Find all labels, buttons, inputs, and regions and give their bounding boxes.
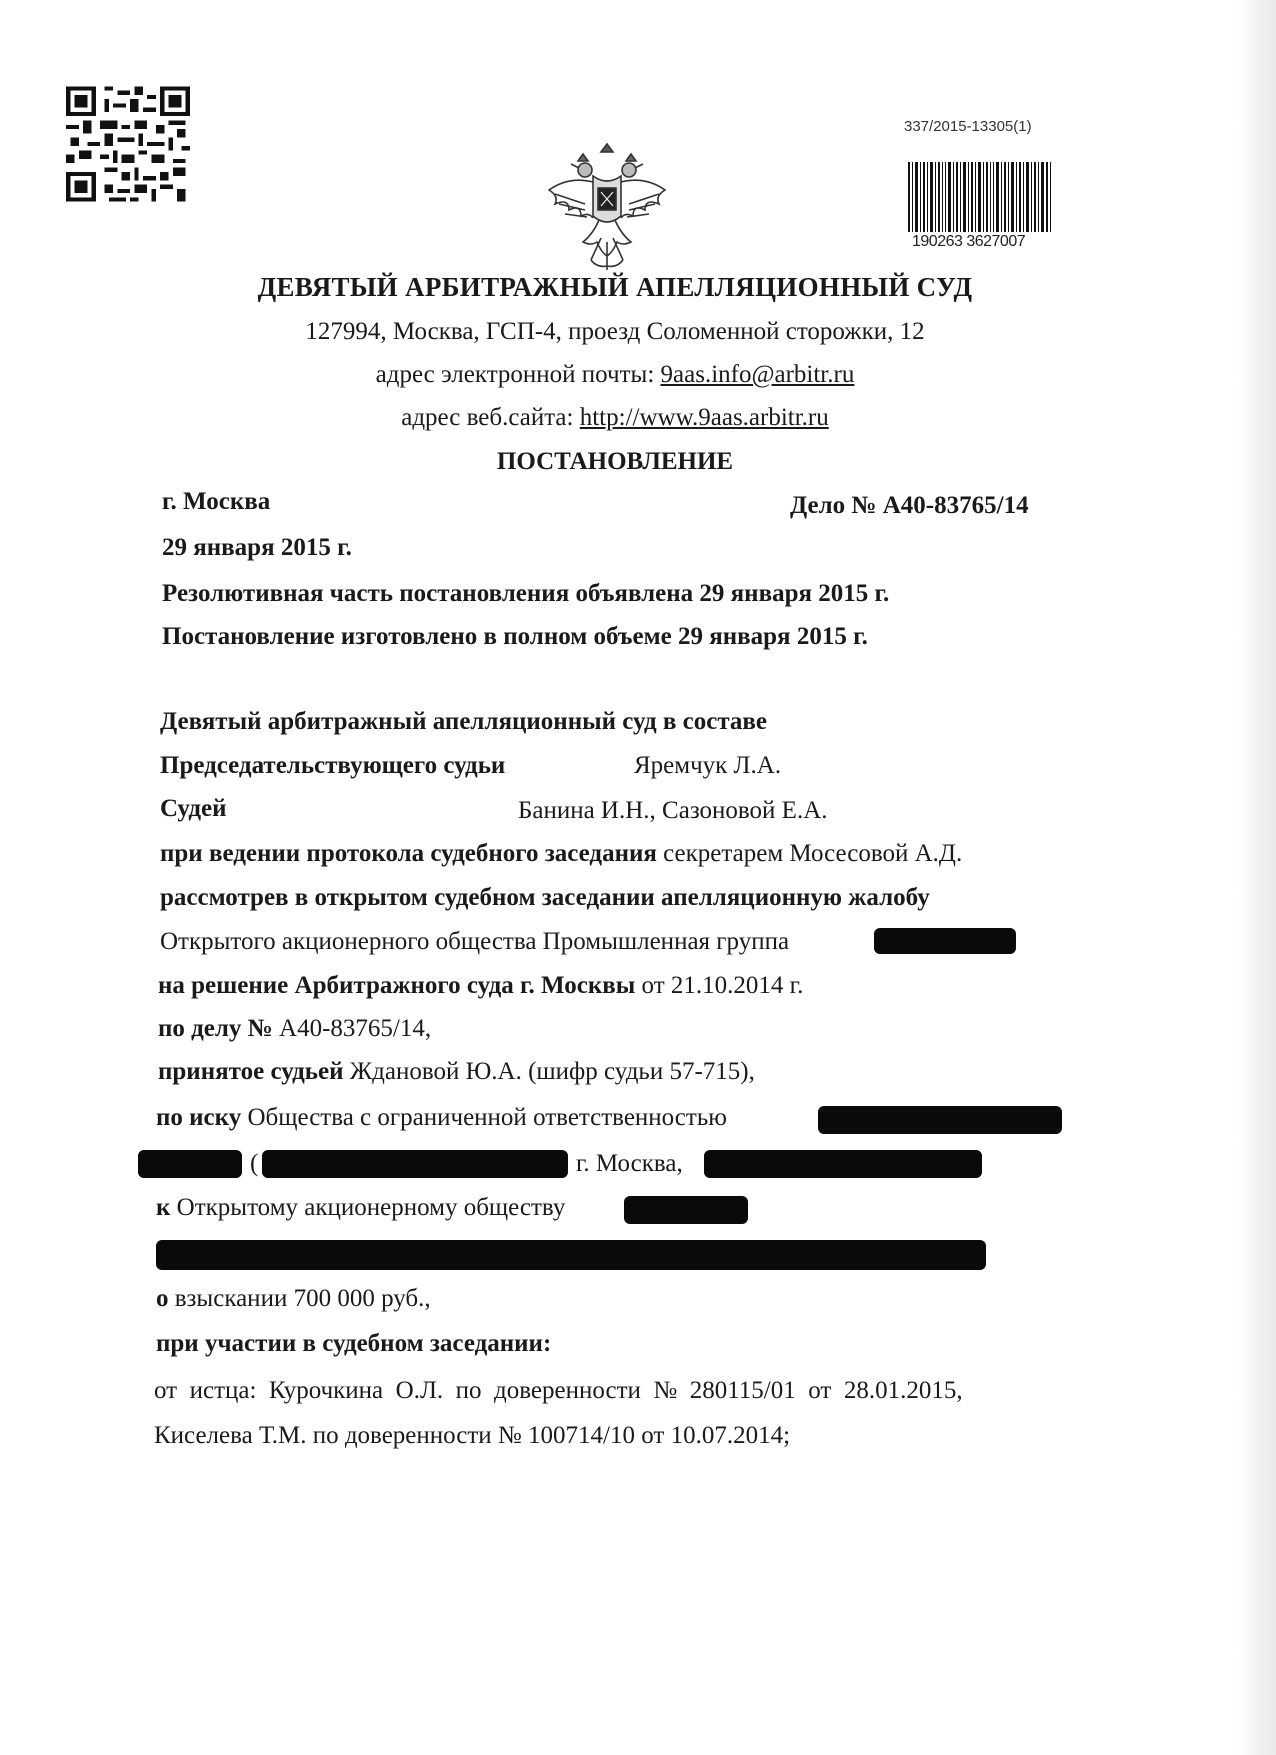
full-text-line: Постановление изготовлено в полном объеме 29 января 2015 г.	[162, 623, 868, 650]
document-title: ПОСТАНОВЛЕНИЕ	[496, 448, 734, 475]
considering-line: рассмотрев в открытом судебном заседании апелляционную жалобу	[160, 884, 930, 911]
court-email-line	[0, 361, 1230, 389]
redaction-block	[704, 1150, 982, 1178]
participation-heading: при участии в судебном заседании:	[156, 1330, 552, 1357]
open-paren: (	[250, 1150, 259, 1177]
scan-edge-shadow	[1238, 0, 1276, 1755]
coat-of-arms-emblem	[543, 138, 671, 278]
court-site-line	[0, 404, 1230, 432]
court-composition: Девятый арбитражный апелляционный суд в составе	[160, 708, 768, 735]
case-label: по делу №	[158, 1015, 273, 1042]
recovery-line	[156, 1285, 431, 1313]
plaintiff-rep-line-1: от истца: Курочкина О.Л. по доверенности № 280115/01 от 28.01.2015,	[154, 1377, 963, 1404]
barcode-number: 190263 3627007	[912, 233, 1026, 250]
site-label: адрес веб.сайта:	[401, 404, 580, 431]
judges-names: Банина И.Н., Сазоновой Е.А.	[518, 797, 828, 824]
court-address: 127994, Москва, ГСП-4, проезд Соломенной сторожки, 12	[305, 318, 925, 345]
case-value: А40-83765/14,	[272, 1015, 432, 1042]
redaction-block	[874, 928, 1016, 954]
city: г. Москва	[162, 488, 271, 515]
redaction-block	[156, 1240, 986, 1270]
protocol-label: при ведении протокола судебного заседания	[160, 840, 657, 867]
defendant-line	[156, 1194, 565, 1222]
decision-line	[158, 972, 803, 1000]
presiding-name: Яремчук Л.А.	[634, 752, 782, 779]
decision-label: на решение Арбитражного суда г. Москвы	[158, 972, 636, 999]
defendant-label: к	[156, 1194, 171, 1221]
judges-label: Судей	[160, 795, 227, 822]
plaintiff-rep-line-2: Киселева Т.М. по доверенности № 100714/10 от 10.07.2014;	[154, 1422, 791, 1449]
recovery-label: о	[156, 1285, 169, 1312]
email-label: адрес электронной почты:	[375, 361, 661, 388]
protocol-secretary: секретарем Мосесовой А.Д.	[656, 840, 963, 867]
appellant-line: Открытого акционерного общества Промышленная группа	[160, 928, 790, 955]
document-date: 29 января 2015 г.	[162, 534, 352, 561]
redaction-block	[138, 1150, 242, 1178]
redaction-block	[818, 1106, 1062, 1134]
qr-code	[66, 86, 190, 202]
accepted-line	[158, 1058, 755, 1086]
operative-part-line: Резолютивная часть постановления объявлена 29 января 2015 г.	[162, 580, 890, 607]
recovery-amount: взыскании 700 000 руб.,	[168, 1285, 431, 1312]
claimant-type: Общества с ограниченной ответственностью	[241, 1104, 727, 1131]
redaction-block	[262, 1150, 568, 1178]
claim-line	[156, 1104, 727, 1132]
site-link[interactable]: http://www.9aas.arbitr.ru	[579, 404, 829, 431]
email-link[interactable]: 9aas.info@arbitr.ru	[660, 361, 855, 388]
court-name: ДЕВЯТЫЙ АРБИТРАЖНЫЙ АПЕЛЛЯЦИОННЫЙ СУД	[257, 272, 973, 302]
claim-label: по иску	[156, 1104, 242, 1131]
case-line	[158, 1015, 431, 1043]
defendant-type: Открытому акционерному обществу	[170, 1194, 566, 1221]
protocol-line	[160, 840, 962, 868]
accepted-label: принятое судьей	[158, 1058, 344, 1085]
presiding-label: Председательствующего судьи	[160, 752, 506, 779]
case-number: Дело № А40-83765/14	[790, 492, 1029, 519]
document-number: 337/2015-13305(1)	[904, 118, 1032, 135]
claimant-city: г. Москва,	[576, 1150, 683, 1177]
accepted-judge: Ждановой Ю.А. (шифр судьи 57-715),	[343, 1058, 755, 1085]
decision-date: от 21.10.2014 г.	[635, 972, 804, 999]
redaction-block	[624, 1196, 748, 1224]
